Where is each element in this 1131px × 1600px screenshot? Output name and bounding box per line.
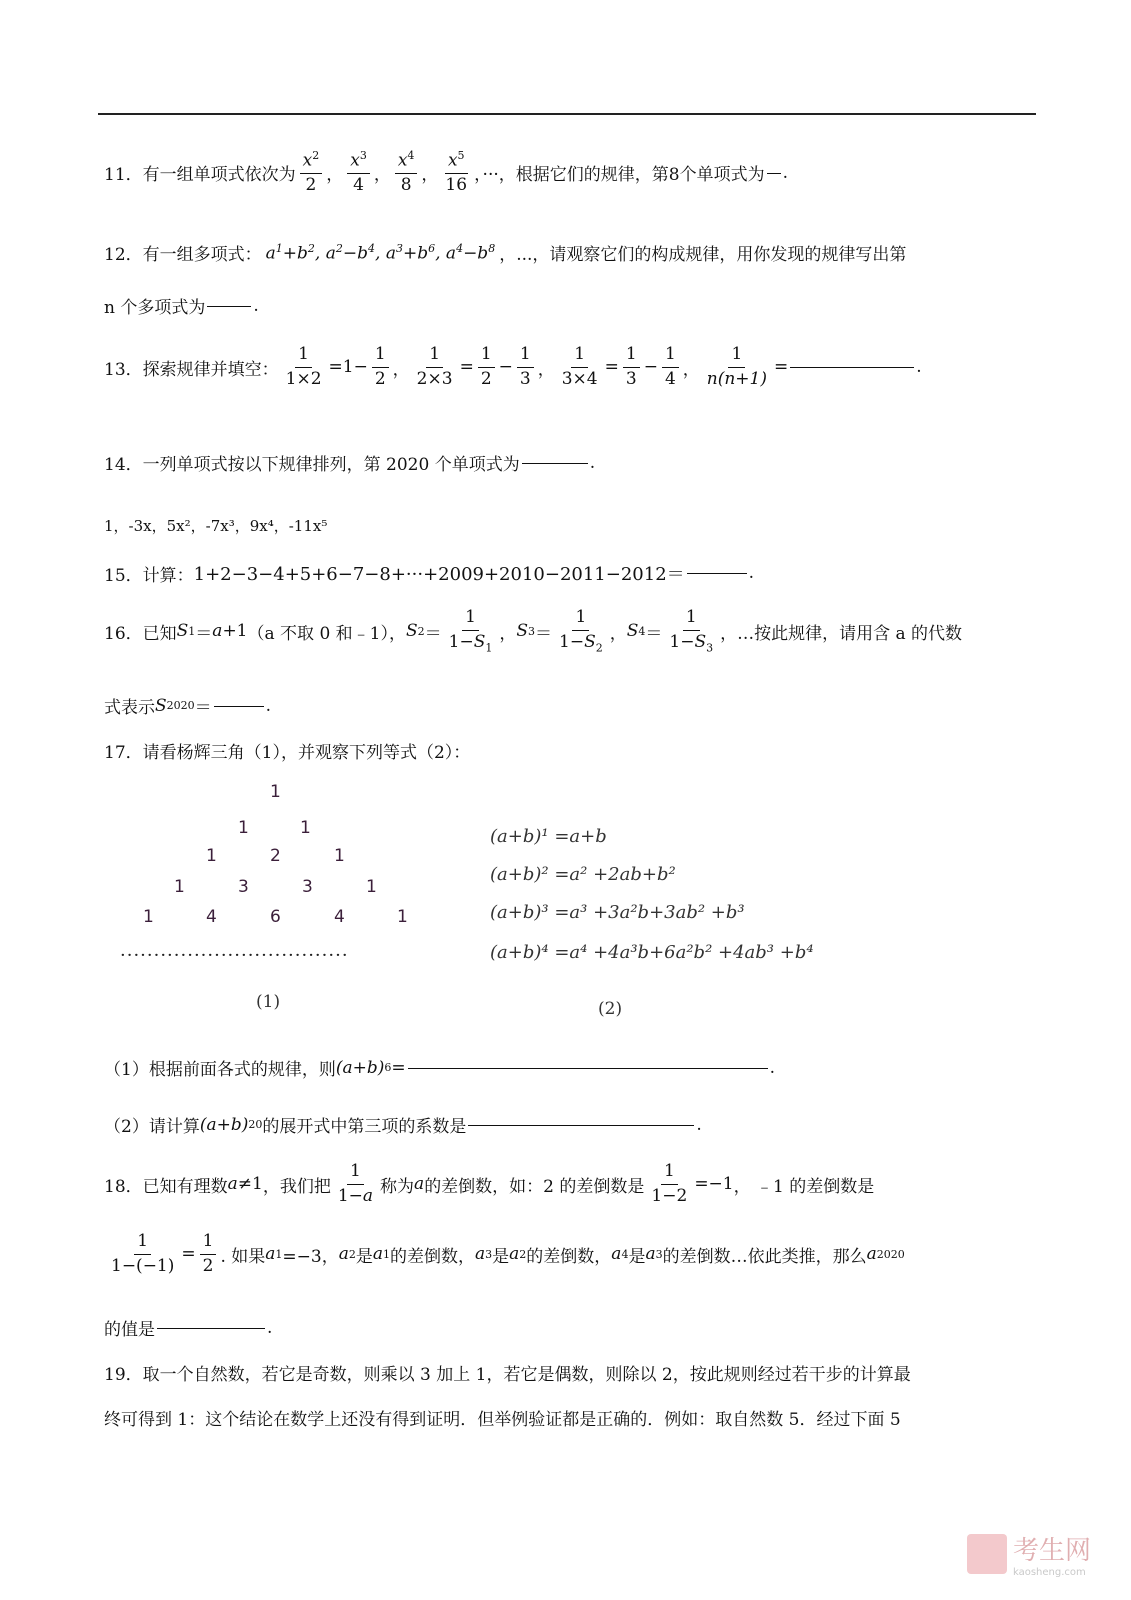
- q11-frac-1: $\frac{x^2}{2}$: [300, 150, 323, 196]
- question-18-line2: $\frac{1}{1-(-1)}$ = $\frac{1}{2}$ . 如果 a 1 =−3， a 2 是 a 1 的差倒数， a 3 是 a 2 的差倒数， a 4 是 a 3 的差倒数…依此类推，那么 a 2020: [111, 1231, 905, 1276]
- q14-sequence: 1，-3x，5x²，-7x³，9x⁴，-11x⁵: [104, 517, 328, 535]
- question-17: 17． 请看杨辉三角（1），并观察下列等式（2）：: [104, 743, 471, 763]
- q11-number: 11．: [104, 165, 143, 186]
- q12-polys: $a^1+b^2$, $a^2-b^4$, $a^3+b^6$, $a^4-b^8$: [265, 241, 496, 264]
- question-12-line2: n 个多项式为 .: [104, 295, 259, 318]
- answer-blank[interactable]: [157, 1327, 265, 1329]
- question-14: 14． 一列单项式按以下规律排列，第 2020 个单项式为 .: [104, 452, 596, 475]
- question-15: 15． 计算： 1+2−3−4+5+6−7−8+···+2009+2010−2011−2012＝ .: [104, 563, 755, 586]
- question-19: 19．取一个自然数，若它是奇数，则乘以 3 加上 1，若它是偶数，则除以 2，按此规则经过若干步的计算最: [104, 1365, 911, 1385]
- answer-blank[interactable]: [767, 172, 781, 174]
- question-16-line2: 式表示 S 2020 ＝ .: [104, 695, 272, 718]
- kaosheng-logo-icon: [967, 1534, 1007, 1574]
- q17-part1: （1）根据前面各式的规律，则 (a+b) 6 = .: [104, 1057, 776, 1080]
- question-12: 12． 有一组多项式： $a^1+b^2$, $a^2-b^4$, $a^3+b^6$, $a^4-b^8$ ，...，请观察它们的构成规律，用你发现的规律写出第: [104, 241, 907, 265]
- question-13: 13． 探索规律并填空： $\frac{1}{1\times 2}$ =1− $\frac{1}{2}$ ， $\frac{1}{2\times 3}$ = $\frac{1}{2}$ − $\frac{1}{3}$ ， $\frac{1}{3\times 4}$ = $\frac{1}{3}$ − $\frac{1}{4}$ ， $\frac{1}{n(n+1)}$ = .: [104, 344, 922, 389]
- watermark: 考生网 kaosheng.com: [967, 1530, 1091, 1578]
- answer-blank[interactable]: [468, 1124, 694, 1126]
- header-rule: [98, 113, 1036, 115]
- answer-blank[interactable]: [408, 1067, 768, 1069]
- answer-blank[interactable]: [207, 305, 251, 307]
- q11-text-2: ，···，根据它们的规律，第8个单项式为: [474, 165, 765, 186]
- answer-blank[interactable]: [522, 462, 588, 464]
- answer-blank[interactable]: [790, 366, 914, 368]
- question-18: 18． 已知有理数 a ≠1 ，我们把 $\frac{1}{1-a}$ 称为 a 的差倒数，如：2 的差倒数是 $\frac{1}{1-2}$ =−1 ， ﹣1 的差倒数是: [104, 1161, 875, 1206]
- answer-blank[interactable]: [214, 705, 264, 707]
- q11-text: 有一组单项式依次为: [142, 165, 296, 186]
- q11-frac-2: $\frac{x^3}{4}$: [347, 150, 370, 196]
- question-18-line3: 的值是 .: [104, 1317, 273, 1340]
- answer-blank[interactable]: [687, 572, 747, 574]
- q11-frac-4: $\frac{x^5}{16}$: [445, 149, 468, 196]
- question-19-line2: 终可得到 1：这个结论在数学上还没有得到证明．但举例验证都是正确的．例如：取自然数 5．经过下面 5: [104, 1410, 901, 1430]
- question-16: 16． 已知 S 1 ＝ a +1 （a 不取 0 和﹣1）， S 2 ＝ $\frac{1}{1-S_1}$ ， S 3 ＝ $\frac{1}{1-S_2}$ ， S 4 ＝ $\frac{1}{1-S_3}$ ，…按此规律，请用含 a 的代数: [104, 607, 963, 654]
- q17-part2: （2）请计算 (a+b) 20 的展开式中第三项的系数是 .: [104, 1114, 702, 1137]
- q11-frac-3: $\frac{x^4}{8}$: [395, 150, 418, 196]
- question-11: 11． 有一组单项式依次为 $\frac{x^2}{2}$ ， $\frac{x^3}{4}$ ， $\frac{x^4}{8}$ ， $\frac{x^5}{16}$ ，···，根据它们的规律，第8个单项式为 .: [104, 149, 788, 196]
